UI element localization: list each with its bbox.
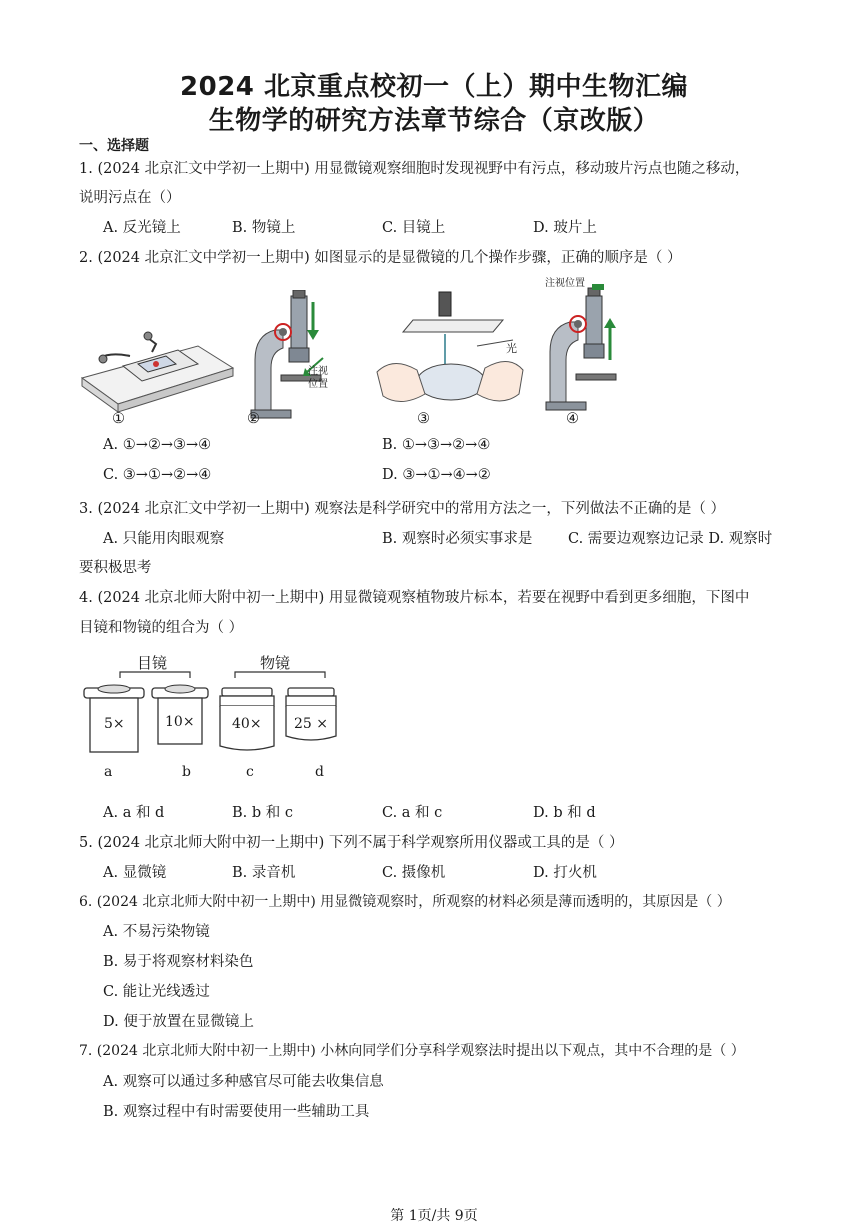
q4-stem-cont: 目镜和物镜的组合为（ ） xyxy=(79,620,244,636)
q1-option-a: A. 反光镜上 xyxy=(103,220,181,236)
q1-option-b: B. 物镜上 xyxy=(232,220,296,236)
q4-option-b: B. b 和 c xyxy=(232,805,293,821)
q5-option-a: A. 显微镜 xyxy=(103,865,167,881)
q5-option-d: D. 打火机 xyxy=(533,865,597,881)
q3-option-a: A. 只能用肉眼观察 xyxy=(103,531,225,547)
q1-stem: 1. (2024 北京汇文中学初一上期中) 用显微镜观察细胞时发现视野中有污点，移动玻片污点也随之移动， xyxy=(79,161,750,177)
q2-figure-1-label: ① xyxy=(112,411,125,427)
section-heading: 一、选择题 xyxy=(79,138,149,154)
doc-title-line2: 生物学的研究方法章节综合（京改版） xyxy=(208,106,660,136)
q5-option-c: C. 摄像机 xyxy=(382,865,446,881)
q2-fig4-note: 注视位置 xyxy=(545,278,585,289)
q2-option-a: A. ①→②→③→④ xyxy=(103,437,212,453)
q4-option-d: D. b 和 d xyxy=(533,805,596,821)
q4-lens-c-mark: 40× xyxy=(232,716,262,732)
q2-figure-4-microscope xyxy=(540,282,635,412)
q6-stem: 6. (2024 北京北师大附中初一上期中) 用显微镜观察时，所观察的材料必须是薄而透明的，其原因是（ ） xyxy=(79,894,731,910)
q4-option-c: C. a 和 c xyxy=(382,805,443,821)
q1-stem-cont: 说明污点在（） xyxy=(79,190,181,206)
q6-option-d: D. 便于放置在显微镜上 xyxy=(103,1014,254,1030)
q1-option-d: D. 玻片上 xyxy=(533,220,597,236)
q7-option-a: A. 观察可以通过多种感官尽可能去收集信息 xyxy=(103,1074,384,1090)
q2-figure-2-label: ② xyxy=(247,411,260,427)
q3-option-d-cont: 要积极思考 xyxy=(79,560,152,576)
q4-lens-b-letter: b xyxy=(182,764,191,780)
q7-option-b: B. 观察过程中有时需要使用一些辅助工具 xyxy=(103,1104,370,1120)
q4-eyepiece-label: 目镜 xyxy=(137,654,168,672)
q2-option-d: D. ③→①→④→② xyxy=(382,467,491,483)
q4-lens-figure xyxy=(80,670,350,760)
q4-lens-d-mark: 25 × xyxy=(294,716,328,732)
q2-option-c: C. ③→①→②→④ xyxy=(103,467,212,483)
q3-stem: 3. (2024 北京汇文中学初一上期中) 观察法是科学研究中的常用方法之一，下列做法不正确的是（ ） xyxy=(79,501,725,517)
q3-option-cd: C. 需要边观察边记录 D. 观察时 xyxy=(568,531,773,547)
q2-figure-4-label: ④ xyxy=(566,411,579,427)
doc-title-line1: 2024 北京重点校初一（上）期中生物汇编 xyxy=(180,72,688,102)
q3-option-b: B. 观察时必须实事求是 xyxy=(382,531,533,547)
q2-option-b: B. ①→③→②→④ xyxy=(382,437,491,453)
q6-option-b: B. 易于将观察材料染色 xyxy=(103,954,254,970)
q5-option-b: B. 录音机 xyxy=(232,865,296,881)
q6-option-a: A. 不易污染物镜 xyxy=(103,924,210,940)
q2-fig3-note: 光 xyxy=(506,342,517,355)
q2-figure-3-label: ③ xyxy=(417,411,430,427)
q6-option-c: C. 能让光线透过 xyxy=(103,984,210,1000)
q2-figure-1-stage xyxy=(78,318,238,430)
q2-fig2-note-2: 位置 xyxy=(308,379,328,390)
q4-lens-a-letter: a xyxy=(104,764,113,780)
q4-stem: 4. (2024 北京北师大附中初一上期中) 用显微镜观察植物玻片标本，若要在视野中看到更多细胞，下图中 xyxy=(79,590,750,606)
q4-option-a: A. a 和 d xyxy=(103,805,165,821)
page-footer: 第 1页/共 9页 xyxy=(390,1208,478,1224)
q5-stem: 5. (2024 北京北师大附中初一上期中) 下列不属于科学观察所用仪器或工具的是（ ） xyxy=(79,835,624,851)
q1-option-c: C. 目镜上 xyxy=(382,220,446,236)
q4-lens-a-mark: 5× xyxy=(104,716,125,732)
q2-figure-2-microscope xyxy=(245,290,340,420)
q4-lens-d-letter: d xyxy=(315,764,324,780)
q2-stem: 2. (2024 北京汇文中学初一上期中) 如图显示的是显微镜的几个操作步骤，正确的顺序是（ ） xyxy=(79,250,682,266)
q7-stem: 7. (2024 北京北师大附中初一上期中) 小林向同学们分享科学观察法时提出以下观点，其中不合理的是（ ） xyxy=(79,1043,745,1059)
q4-lens-c-letter: c xyxy=(246,764,254,780)
q4-objective-label: 物镜 xyxy=(260,654,291,672)
q2-fig2-note-1: 注视 xyxy=(308,366,328,377)
q4-lens-b-mark: 10× xyxy=(165,714,195,730)
